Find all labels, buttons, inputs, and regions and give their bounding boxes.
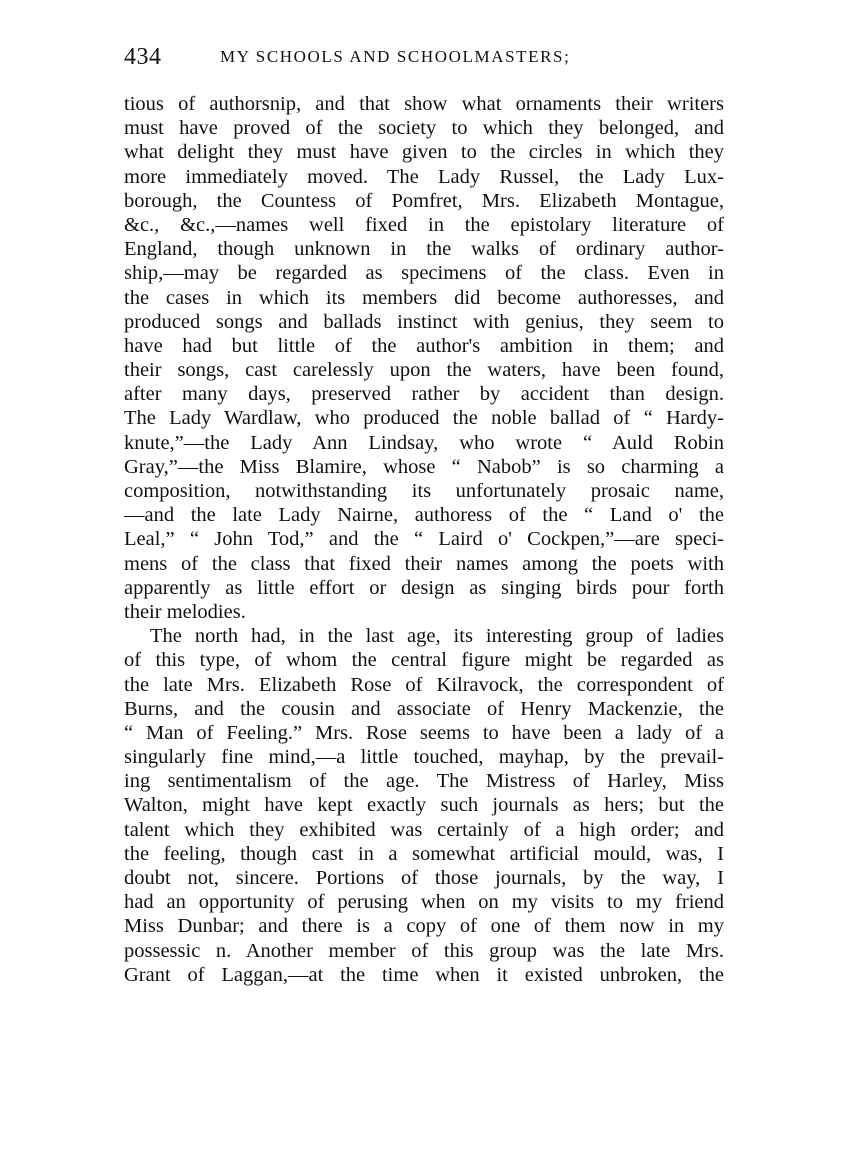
text-line: Burns, and the cousin and associate of Henry Mackenzie, the [124, 697, 724, 720]
page-number: 434 [124, 44, 162, 70]
text-line: Grant of Laggan,—at the time when it existed unbroken, the [124, 963, 724, 986]
text-line: The Lady Wardlaw, who produced the noble ballad of “ Hardy- [124, 407, 724, 430]
text-line: England, though unknown in the walks of ordinary author- [124, 238, 724, 261]
text-line: more immediately moved. The Lady Russel, the Lady Lux- [124, 165, 724, 188]
paragraph-last-line: their melodies. [124, 600, 246, 623]
text-line: composition, notwithstanding its unfortunately prosaic name, [124, 480, 724, 502]
paragraph-first-line: The north had, in the last age, its interesting group of ladies [150, 625, 724, 648]
text-line: “ Man of Feeling.” Mrs. Rose seems to have been a lady of a [124, 721, 724, 744]
text-line: doubt not, sincere. Portions of those journals, by the way, I [124, 867, 724, 889]
text-line: singularly fine mind,—a little touched, mayhap, by the prevail- [124, 746, 724, 769]
text-line: borough, the Countess of Pomfret, Mrs. Elizabeth Montague, [124, 189, 724, 212]
text-line: possessic n. Another member of this group was the late Mrs. [124, 939, 724, 962]
text-line: must have proved of the society to which they belonged, and [124, 117, 724, 140]
text-line: of this type, of whom the central figure might be regarded as [124, 649, 724, 672]
text-line: what delight they must have given to the circles in which they [124, 141, 724, 164]
text-line: Walton, might have kept exactly such journals as hers; but the [124, 794, 724, 817]
text-line: the feeling, though cast in a somewhat artificial mould, was, I [124, 842, 724, 865]
text-line: tious of authorsnip, and that show what ornaments their writers [124, 93, 724, 115]
text-line: the late Mrs. Elizabeth Rose of Kilravock, the correspondent of [124, 673, 724, 696]
running-title: MY SCHOOLS AND SCHOOLMASTERS; [220, 47, 571, 66]
text-line: have had but little of the author's ambition in them; and [124, 334, 724, 357]
text-line: produced songs and ballads instinct with genius, they seem to [124, 310, 724, 333]
text-line: &c., &c.,—names well fixed in the epistolary literature of [124, 213, 724, 236]
text-line: apparently as little effort or design as singing birds pour forth [124, 576, 724, 599]
body-text [124, 92, 724, 987]
text-line: had an opportunity of perusing when on my visits to my friend [124, 891, 724, 914]
text-line: Miss Dunbar; and there is a copy of one of them now in my [124, 915, 724, 938]
text-line: the cases in which its members did become authoresses, and [124, 286, 724, 309]
text-line: —and the late Lady Nairne, authoress of the “ Land o' the [124, 504, 724, 527]
text-line: talent which they exhibited was certainly of a high order; and [124, 818, 724, 841]
running-head [124, 40, 724, 74]
text-line: after many days, preserved rather by accident than design. [124, 383, 724, 406]
text-line: ship,—may be regarded as specimens of the class. Even in [124, 262, 724, 285]
text-line: Gray,”—the Miss Blamire, whose “ Nabob” is so charming a [124, 455, 724, 478]
text-line: Leal,” “ John Tod,” and the “ Laird o' Cockpen,”—are speci- [124, 528, 724, 551]
text-line: knute,”—the Lady Ann Lindsay, who wrote “ Auld Robin [124, 431, 724, 454]
text-line: mens of the class that fixed their names among the poets with [124, 552, 724, 575]
text-line: their songs, cast carelessly upon the waters, have been found, [124, 359, 724, 382]
text-line: ing sentimentalism of the age. The Mistress of Harley, Miss [124, 770, 724, 793]
